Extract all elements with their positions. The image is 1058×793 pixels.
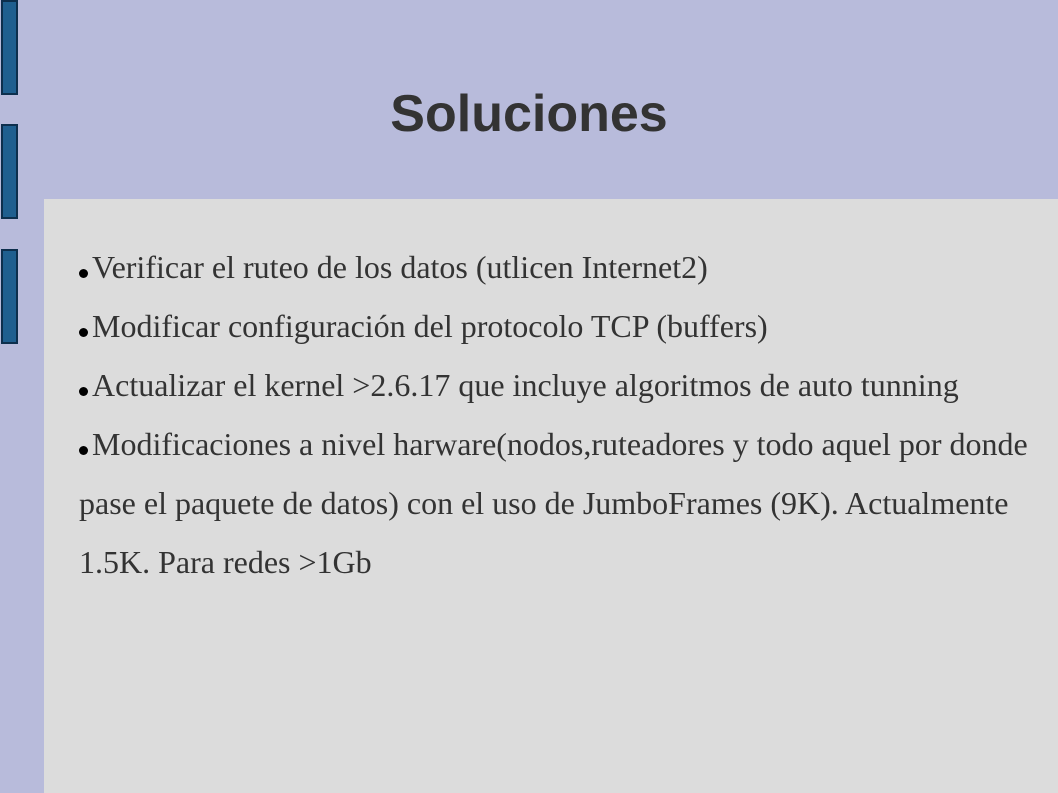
bullet-icon bbox=[79, 269, 88, 278]
list-item bbox=[79, 238, 1039, 297]
slide-title: Soluciones bbox=[390, 85, 668, 143]
bullet-text: Verificar el ruteo de los datos (utlicen Internet2) bbox=[92, 249, 708, 285]
bullet-text: Modificaciones a nivel harware(nodos,ruteadores y todo aquel por donde pase el paquete de datos) con el uso de JumboFrames (9K). Actualmente 1.5K. Para redes >1Gb bbox=[79, 426, 1028, 580]
list-item bbox=[79, 415, 1039, 592]
decorative-bar bbox=[1, 249, 18, 344]
decorative-bar bbox=[1, 0, 18, 95]
bullet-icon bbox=[79, 328, 88, 337]
bullet-text: Modificar configuración del protocolo TCP (buffers) bbox=[92, 308, 768, 344]
list-item bbox=[79, 356, 1039, 415]
list-item bbox=[79, 297, 1039, 356]
bullet-icon bbox=[79, 387, 88, 396]
bullet-list bbox=[79, 238, 1039, 592]
bullet-text: Actualizar el kernel >2.6.17 que incluye algoritmos de auto tunning bbox=[92, 367, 959, 403]
bullet-icon bbox=[79, 446, 88, 455]
